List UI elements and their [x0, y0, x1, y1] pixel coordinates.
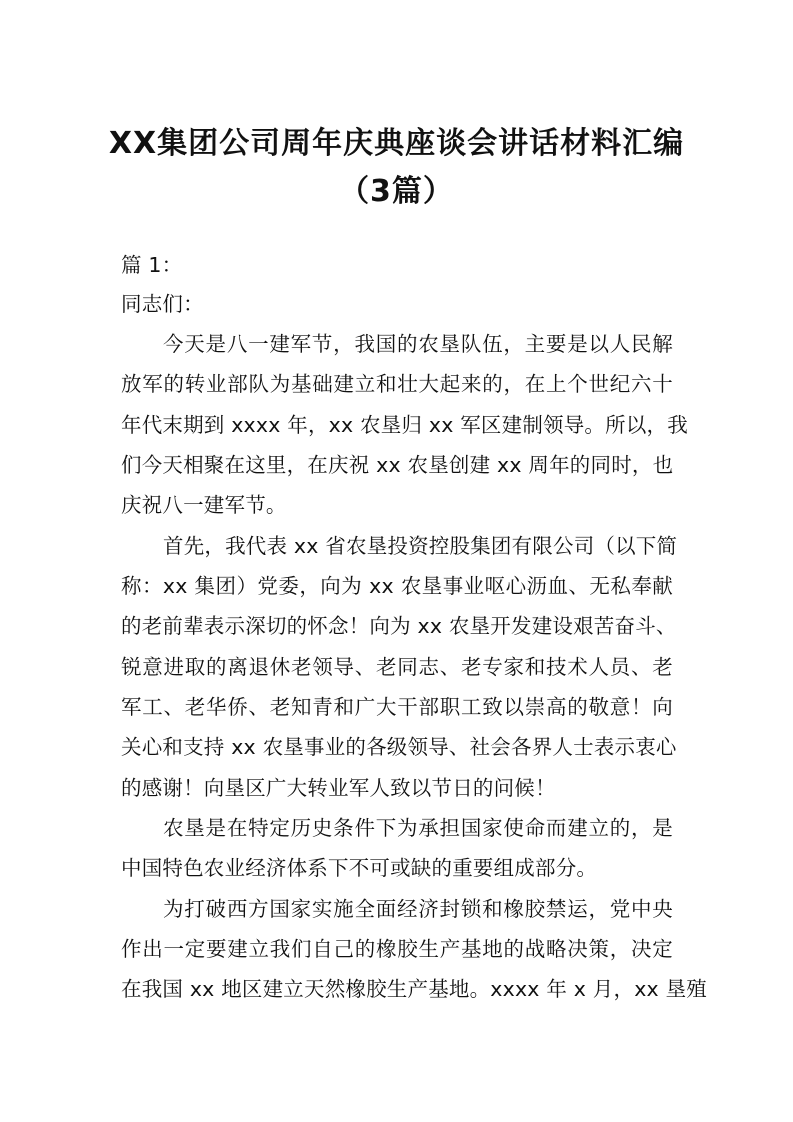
body-line: 们今天相聚在这里，在庆祝 xx 农垦创建 xx 周年的同时，也 [121, 453, 674, 477]
body-line: 农垦是在特定历史条件下为承担国家使命而建立的，是 [163, 816, 673, 840]
document-title-line-2: （3篇） [339, 174, 454, 209]
body-line: 作出一定要建立我们自己的橡胶生产基地的战略决策，决定 [121, 937, 673, 961]
body-line: 为打破西方国家实施全面经济封锁和橡胶禁运，党中央 [163, 897, 673, 921]
salutation: 同志们： [121, 292, 204, 316]
body-line: 称：xx 集团）党委，向为 xx 农垦事业呕心沥血、无私奉献 [121, 574, 673, 598]
body-line: 年代末期到 xxxx 年，xx 农垦归 xx 军区建制领导。所以，我 [121, 413, 688, 437]
body-line: 锐意进取的离退休老领导、老同志、老专家和技术人员、老 [121, 655, 673, 679]
body-line: 放军的转业部队为基础建立和壮大起来的，在上个世纪六十 [121, 372, 673, 396]
section-label: 篇 1： [121, 253, 183, 277]
body-line: 今天是八一建军节，我国的农垦队伍，主要是以人民解 [163, 332, 673, 356]
body-line: 关心和支持 xx 农垦事业的各级领导、社会各界人士表示衷心 [121, 735, 677, 759]
body-line: 中国特色农业经济体系下不可或缺的重要组成部分。 [121, 856, 598, 880]
body-line: 军工、老华侨、老知青和广大干部职工致以崇高的敬意！向 [121, 695, 673, 719]
body-line: 的感谢！向垦区广大转业军人致以节日的问候！ [121, 776, 556, 800]
body-line: 的老前辈表示深切的怀念！向为 xx 农垦开发建设艰苦奋斗、 [121, 614, 677, 638]
body-line: 在我国 xx 地区建立天然橡胶生产基地。xxxx 年 x 月，xx 垦殖 [121, 977, 707, 1001]
body-line: 首先，我代表 xx 省农垦投资控股集团有限公司（以下简 [163, 534, 678, 558]
body-line: 庆祝八一建军节。 [121, 493, 287, 517]
document-title-line-1: XX集团公司周年庆典座谈会讲话材料汇编 [108, 126, 685, 161]
